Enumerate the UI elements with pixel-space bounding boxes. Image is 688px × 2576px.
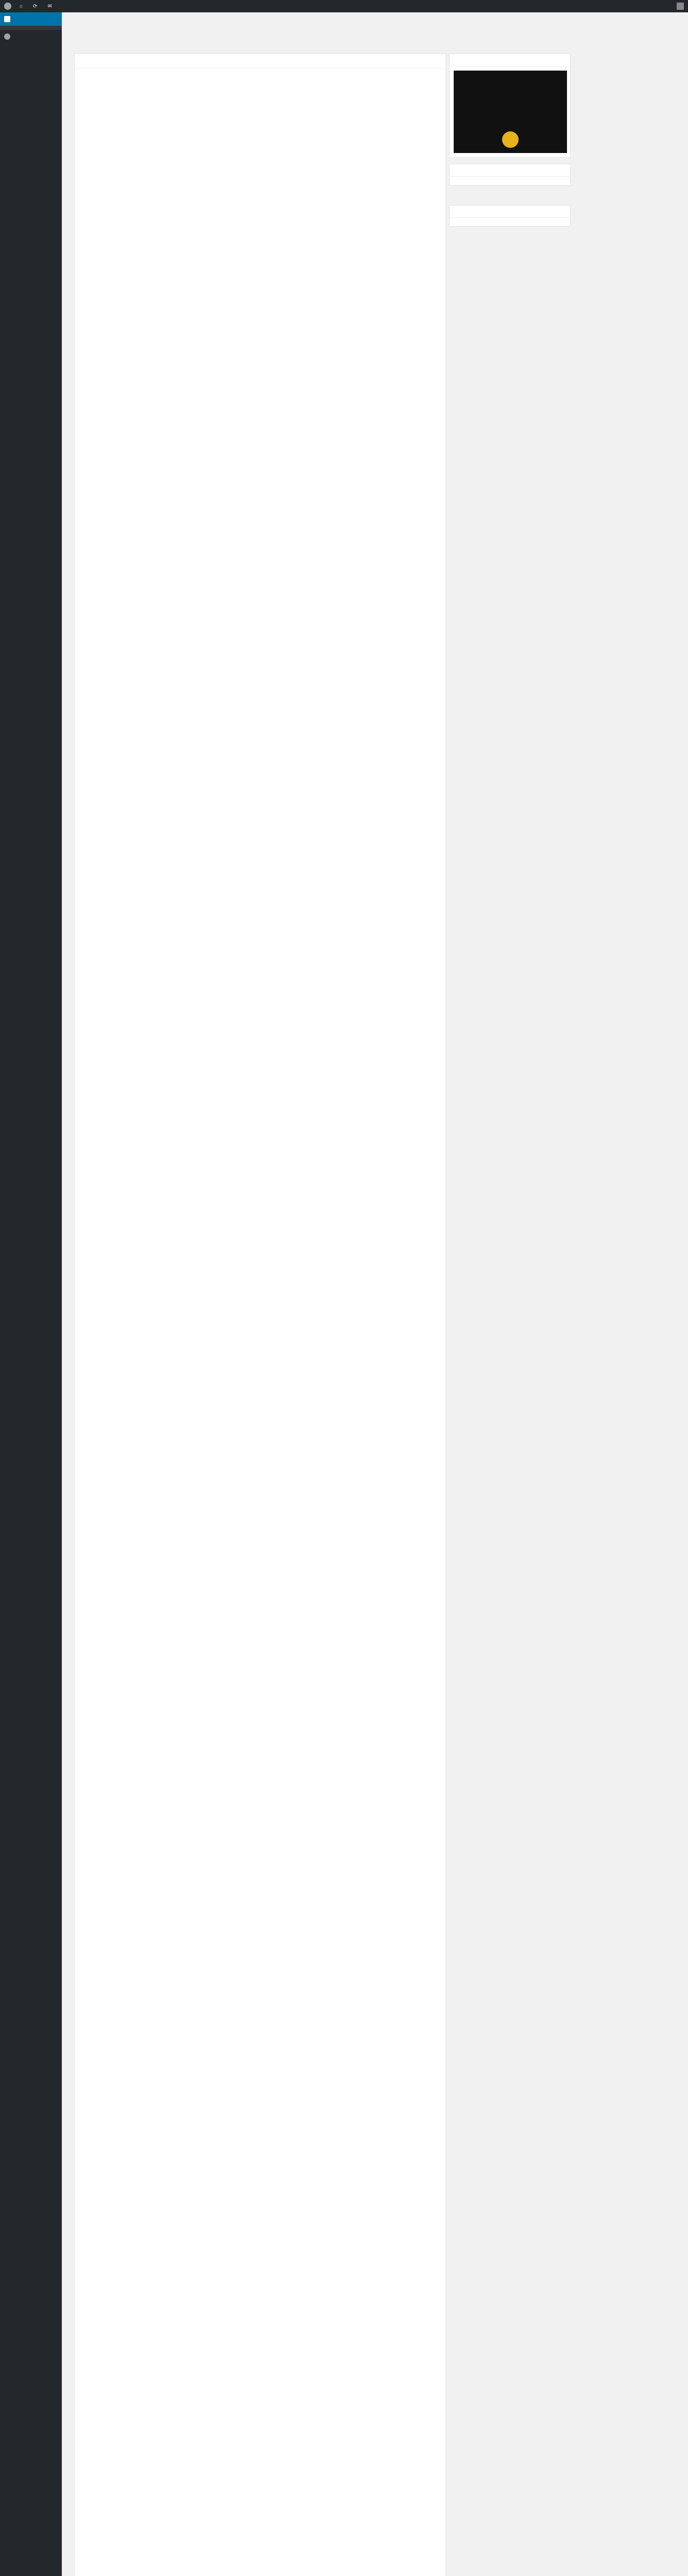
admin-sidebar xyxy=(0,12,62,2576)
site-name-link[interactable] xyxy=(15,0,29,12)
shortcode-list xyxy=(75,69,445,74)
admin-bar xyxy=(0,0,688,12)
shortcodes-panel xyxy=(74,54,446,2576)
documentation-title xyxy=(450,206,570,218)
ad-price-badge xyxy=(502,131,519,148)
avatar xyxy=(677,3,684,10)
our-themes-box xyxy=(449,54,571,158)
themes-ad-banner[interactable] xyxy=(454,71,567,153)
comments-link[interactable] xyxy=(43,0,58,12)
collapse-icon xyxy=(4,33,10,40)
themes-ad-wrapper xyxy=(450,66,570,157)
forum-body xyxy=(450,177,570,185)
updates-icon: ⟳ xyxy=(33,3,38,9)
home-icon: ⌂ xyxy=(20,3,23,9)
comment-icon: ✉ xyxy=(47,3,52,9)
forum-title xyxy=(450,164,570,177)
documentation-box xyxy=(449,205,571,227)
forum-box xyxy=(449,164,571,185)
documentation-body xyxy=(450,218,570,226)
updates-link[interactable] xyxy=(29,0,43,12)
paintbrush-icon xyxy=(4,16,10,22)
wordpress-icon xyxy=(4,3,11,10)
collapse-menu-button[interactable] xyxy=(0,30,62,43)
wp-logo-menu[interactable] xyxy=(0,0,15,12)
our-themes-title xyxy=(450,54,570,66)
new-content-link[interactable] xyxy=(58,0,66,12)
sidebar-item-appearance[interactable] xyxy=(0,12,62,26)
appearance-submenu xyxy=(0,26,62,30)
my-account-menu[interactable] xyxy=(670,0,688,12)
panel-title xyxy=(75,54,445,69)
